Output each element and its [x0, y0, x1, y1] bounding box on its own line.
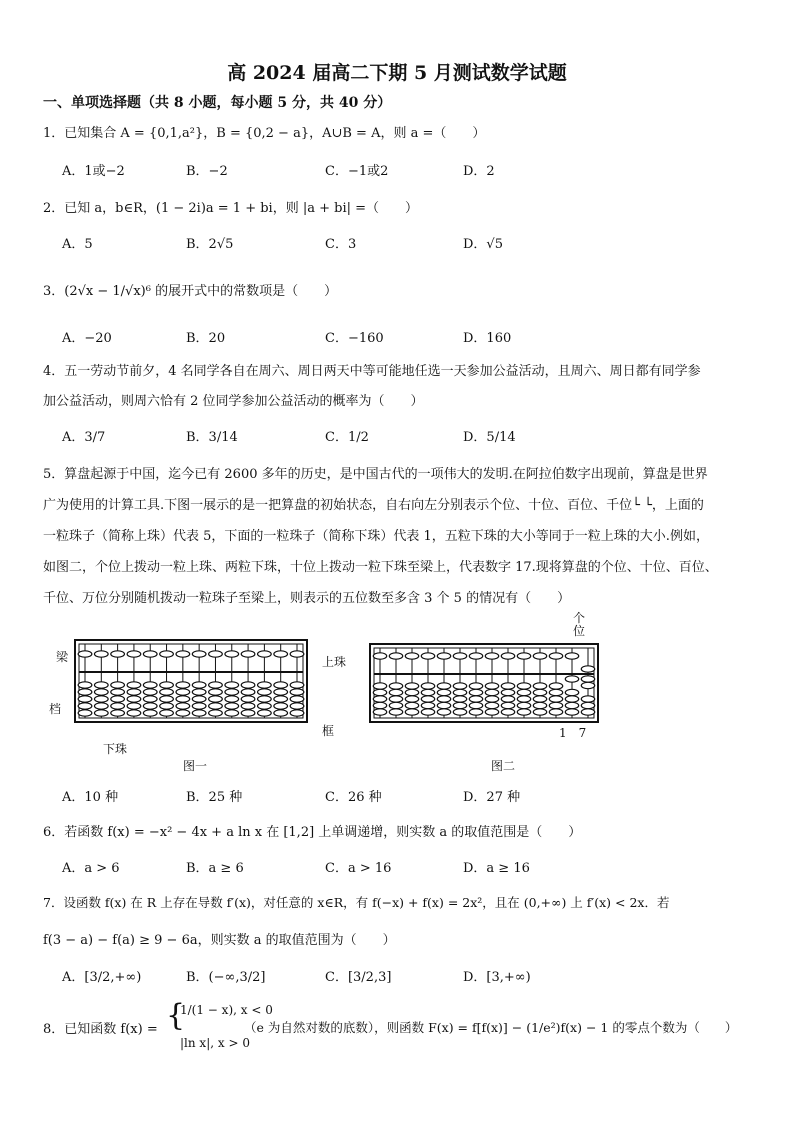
lower-bead	[192, 689, 206, 695]
upper-bead	[485, 653, 498, 659]
lower-bead	[501, 696, 514, 702]
lower-bead	[225, 696, 239, 702]
lower-bead	[373, 702, 386, 708]
lower-bead	[437, 683, 450, 689]
q1-stem: 1．已知集合 A = {0,1,a²}，B = {0,2 − a}，A∪B = A，则 a =（ ）	[43, 126, 486, 141]
lower-bead	[421, 702, 434, 708]
lower-bead	[581, 709, 594, 715]
lower-bead	[111, 696, 125, 702]
lower-bead	[533, 702, 546, 708]
lower-bead	[241, 710, 255, 716]
lower-bead	[209, 696, 223, 702]
lower-bead	[517, 702, 530, 708]
lower-bead	[421, 696, 434, 702]
lower-bead	[485, 702, 498, 708]
q5-stem-line4: 如图二，个位上拨动一粒上珠、两粒下珠，十位上拨动一粒下珠至梁上，代表数字 17.现将算盘的个位、十位、百位、	[43, 560, 718, 575]
lower-bead	[290, 696, 304, 702]
lower-bead	[192, 696, 206, 702]
label-dang: 档	[49, 702, 62, 716]
lower-bead	[290, 682, 304, 688]
lower-bead	[549, 689, 562, 695]
lower-bead	[176, 689, 190, 695]
lower-bead	[373, 709, 386, 715]
lower-bead	[453, 702, 466, 708]
lower-bead	[389, 689, 402, 695]
lower-bead	[501, 709, 514, 715]
upper-bead	[94, 651, 108, 657]
lower-bead	[241, 696, 255, 702]
lower-bead	[78, 710, 92, 716]
q8-suffix: （e 为自然对数的底数），则函数 F(x) = f[f(x)] − (1/e²)f(x) − 1 的零点个数为（ ）	[244, 1020, 738, 1035]
q4-option-b[interactable]: B．3/14	[186, 430, 238, 445]
lower-bead	[389, 709, 402, 715]
q8-case-2: |ln x|, x > 0	[180, 1036, 250, 1050]
label-digits: 1 7	[559, 726, 587, 740]
q5-stem-line2: 广为使用的计算工具.下图一展示的是一把算盘的初始状态，自右向左分别表示个位、十位、百位、千位└ └，上面的	[43, 498, 704, 513]
q3-option-b[interactable]: B．20	[186, 331, 226, 346]
lower-bead	[501, 702, 514, 708]
abacus-frame	[370, 644, 598, 722]
lower-bead	[241, 689, 255, 695]
lower-bead	[453, 709, 466, 715]
upper-bead	[517, 653, 530, 659]
lower-bead	[274, 682, 288, 688]
lower-bead	[485, 709, 498, 715]
upper-bead	[290, 651, 304, 657]
upper-bead	[225, 651, 239, 657]
label-kuang: 框	[322, 724, 335, 738]
upper-bead	[111, 651, 125, 657]
lower-bead	[565, 696, 578, 702]
lower-bead	[225, 703, 239, 709]
q5-option-d[interactable]: D．27 种	[463, 790, 521, 805]
lower-bead	[274, 703, 288, 709]
lower-bead	[78, 696, 92, 702]
lower-bead	[453, 696, 466, 702]
lower-bead	[225, 682, 239, 688]
label-xiazhu: 下珠	[103, 742, 128, 756]
lower-bead	[405, 702, 418, 708]
lower-bead	[274, 696, 288, 702]
q1-option-a[interactable]: A．1或−2	[62, 164, 125, 179]
q2-option-c[interactable]: C．3	[325, 237, 357, 252]
upper-bead	[453, 653, 466, 659]
lower-bead	[127, 682, 141, 688]
lower-bead	[127, 689, 141, 695]
figure-2-caption: 图二	[491, 759, 516, 773]
lower-bead	[143, 689, 157, 695]
lower-bead	[469, 709, 482, 715]
piecewise-brace: {	[166, 998, 186, 1033]
lower-bead	[225, 710, 239, 716]
lower-bead	[485, 689, 498, 695]
lower-bead	[258, 696, 272, 702]
lower-bead	[94, 703, 108, 709]
lower-bead	[421, 689, 434, 695]
lower-bead	[192, 703, 206, 709]
abacus-figure-2	[366, 640, 606, 725]
lower-bead	[453, 689, 466, 695]
lower-bead	[405, 683, 418, 689]
lower-bead	[176, 710, 190, 716]
lower-bead	[549, 696, 562, 702]
q1-option-d[interactable]: D．2	[463, 164, 495, 179]
upper-bead	[533, 653, 546, 659]
lower-bead	[549, 709, 562, 715]
q5-option-a[interactable]: A．10 种	[62, 790, 119, 805]
lower-bead	[143, 696, 157, 702]
lower-bead	[389, 696, 402, 702]
upper-bead	[274, 651, 288, 657]
q7-stem-line1: 7．设函数 f(x) 在 R 上存在导数 f′(x)，对任意的 x∈R，有 f(−x) + f(x) = 2x²，且在 (0,+∞) 上 f′(x) < 2x．若	[43, 895, 670, 910]
upper-bead	[389, 653, 402, 659]
lower-bead	[389, 683, 402, 689]
section-heading: 一、单项选择题（共 8 小题，每小题 5 分，共 40 分）	[43, 95, 392, 111]
lower-bead	[581, 676, 594, 682]
lower-bead	[469, 696, 482, 702]
upper-bead	[437, 653, 450, 659]
lower-bead	[517, 683, 530, 689]
upper-bead	[373, 653, 386, 659]
lower-bead	[581, 702, 594, 708]
lower-bead	[469, 702, 482, 708]
lower-bead	[565, 702, 578, 708]
lower-bead	[160, 689, 174, 695]
q4-stem-line2: 加公益活动，则周六恰有 2 位同学参加公益活动的概率为（ ）	[43, 394, 424, 409]
lower-bead	[160, 703, 174, 709]
lower-bead	[485, 696, 498, 702]
lower-bead	[533, 689, 546, 695]
lower-bead	[176, 682, 190, 688]
lower-bead	[469, 689, 482, 695]
upper-bead	[160, 651, 174, 657]
lower-bead	[160, 696, 174, 702]
label-gewei: 个位	[573, 611, 586, 638]
upper-bead	[501, 653, 514, 659]
lower-bead	[517, 696, 530, 702]
q6-option-c[interactable]: C．a > 16	[325, 861, 392, 876]
figure-1-caption: 图一	[183, 759, 208, 773]
abacus-2-body	[370, 644, 598, 722]
upper-bead	[421, 653, 434, 659]
q5-stem-line3: 一粒珠子（简称上珠）代表 5，下面的一粒珠子（简称下珠）代表 1，五粒下珠的大小等同于一粒上珠的大小.例如，	[43, 529, 709, 544]
q4-stem-line1: 4．五一劳动节前夕，4 名同学各自在周六、周日两天中等可能地任选一天参加公益活动，且周六、周日都有同学参	[43, 364, 701, 379]
q1-option-b[interactable]: B．−2	[186, 164, 228, 179]
q4-option-a[interactable]: A．3/7	[62, 430, 106, 445]
upper-bead	[405, 653, 418, 659]
abacus-1-body	[75, 640, 307, 722]
q7-stem-line2: f(3 − a) − f(a) ≥ 9 − 6a，则实数 a 的取值范围为（ ）	[43, 933, 396, 948]
q6-option-a[interactable]: A．a > 6	[62, 861, 120, 876]
lower-bead	[405, 689, 418, 695]
lower-bead	[437, 696, 450, 702]
lower-bead	[94, 689, 108, 695]
q7-option-c[interactable]: C．[3/2,3]	[325, 970, 392, 985]
q8-prefix: 8．已知函数 f(x) =	[43, 1022, 158, 1037]
q4-option-c[interactable]: C．1/2	[325, 430, 369, 445]
lower-bead	[209, 682, 223, 688]
lower-bead	[501, 683, 514, 689]
upper-bead	[581, 666, 594, 672]
q7-option-b[interactable]: B．(−∞,3/2]	[186, 970, 266, 985]
lower-bead	[78, 682, 92, 688]
lower-bead	[209, 710, 223, 716]
lower-bead	[258, 682, 272, 688]
lower-bead	[421, 709, 434, 715]
lower-bead	[94, 682, 108, 688]
lower-bead	[176, 703, 190, 709]
lower-bead	[501, 689, 514, 695]
q2-option-a[interactable]: A．5	[62, 237, 93, 252]
abacus-figure-1	[45, 630, 345, 760]
lower-bead	[549, 683, 562, 689]
q2-option-b[interactable]: B．2√5	[186, 237, 234, 252]
lower-bead	[78, 703, 92, 709]
lower-bead	[581, 696, 594, 702]
lower-bead	[111, 689, 125, 695]
q6-option-d[interactable]: D．a ≥ 16	[463, 861, 530, 876]
lower-bead	[533, 683, 546, 689]
q5-option-c[interactable]: C．26 种	[325, 790, 382, 805]
label-liang: 梁	[56, 650, 69, 664]
upper-bead	[78, 651, 92, 657]
lower-bead	[111, 710, 125, 716]
lower-bead	[209, 689, 223, 695]
lower-bead	[94, 696, 108, 702]
lower-bead	[176, 696, 190, 702]
label-shangzhu: 上珠	[322, 655, 347, 669]
lower-bead	[469, 683, 482, 689]
lower-bead	[209, 703, 223, 709]
lower-bead	[258, 703, 272, 709]
upper-bead	[176, 651, 190, 657]
q5-option-b[interactable]: B．25 种	[186, 790, 243, 805]
lower-bead	[225, 689, 239, 695]
lower-bead	[517, 689, 530, 695]
upper-bead	[258, 651, 272, 657]
lower-bead	[143, 682, 157, 688]
upper-bead	[192, 651, 206, 657]
q7-option-d[interactable]: D．[3,+∞)	[463, 970, 531, 985]
lower-bead	[565, 689, 578, 695]
lower-bead	[258, 710, 272, 716]
lower-bead	[290, 689, 304, 695]
lower-bead	[78, 689, 92, 695]
q3-option-c[interactable]: C．−160	[325, 331, 384, 346]
lower-bead	[533, 696, 546, 702]
lower-bead	[127, 696, 141, 702]
lower-bead	[549, 702, 562, 708]
q8-case-1: 1/(1 − x), x < 0	[180, 1003, 273, 1017]
q6-stem: 6．若函数 f(x) = −x² − 4x + a ln x 在 [1,2] 上单调递增，则实数 a 的取值范围是（ ）	[43, 825, 582, 840]
q5-stem-line1: 5．算盘起源于中国，迄今已有 2600 多年的历史，是中国古代的一项伟大的发明.在阿拉伯数字出现前，算盘是世界	[43, 467, 708, 482]
lower-bead	[290, 710, 304, 716]
q2-stem: 2．已知 a，b∈R，(1 − 2i)a = 1 + bi，则 |a + bi| =（ ）	[43, 201, 419, 216]
lower-bead	[437, 702, 450, 708]
upper-bead	[241, 651, 255, 657]
lower-bead	[581, 682, 594, 688]
q7-option-a[interactable]: A．[3/2,+∞)	[62, 970, 142, 985]
lower-bead	[94, 710, 108, 716]
lower-bead	[241, 703, 255, 709]
lower-bead	[485, 683, 498, 689]
upper-bead	[549, 653, 562, 659]
lower-bead	[192, 710, 206, 716]
q4-option-d[interactable]: D．5/14	[463, 430, 516, 445]
abacus-frame	[75, 640, 307, 722]
lower-bead	[143, 710, 157, 716]
lower-bead	[405, 709, 418, 715]
q3-stem: 3．(2√x − 1/√x)⁶ 的展开式中的常数项是（ ）	[43, 284, 338, 299]
upper-bead	[565, 653, 578, 659]
lower-bead	[373, 689, 386, 695]
lower-bead	[111, 682, 125, 688]
lower-bead	[517, 709, 530, 715]
lower-bead	[111, 703, 125, 709]
page-title: 高 2024 届高二下期 5 月测试数学试题	[227, 62, 567, 84]
upper-bead	[209, 651, 223, 657]
lower-bead	[274, 710, 288, 716]
lower-bead	[437, 709, 450, 715]
lower-bead	[160, 710, 174, 716]
lower-bead	[127, 703, 141, 709]
q5-stem-line5: 千位、万位分别随机拨动一粒珠子至梁上，则表示的五位数至多含 3 个 5 的情况有（ ）	[43, 591, 571, 606]
lower-bead	[565, 709, 578, 715]
lower-bead	[453, 683, 466, 689]
lower-bead	[421, 683, 434, 689]
upper-bead	[469, 653, 482, 659]
lower-bead	[241, 682, 255, 688]
lower-bead	[373, 696, 386, 702]
lower-bead	[565, 676, 578, 682]
lower-bead	[290, 703, 304, 709]
lower-bead	[127, 710, 141, 716]
lower-bead	[258, 689, 272, 695]
lower-bead	[437, 689, 450, 695]
q2-option-d[interactable]: D．√5	[463, 237, 503, 252]
q6-option-b[interactable]: B．a ≥ 6	[186, 861, 244, 876]
upper-bead	[143, 651, 157, 657]
q3-option-d[interactable]: D．160	[463, 331, 512, 346]
upper-bead	[127, 651, 141, 657]
q1-option-c[interactable]: C．−1或2	[325, 164, 389, 179]
lower-bead	[533, 709, 546, 715]
lower-bead	[160, 682, 174, 688]
q3-option-a[interactable]: A．−20	[62, 331, 112, 346]
lower-bead	[192, 682, 206, 688]
lower-bead	[389, 702, 402, 708]
lower-bead	[373, 683, 386, 689]
lower-bead	[274, 689, 288, 695]
lower-bead	[405, 696, 418, 702]
lower-bead	[143, 703, 157, 709]
